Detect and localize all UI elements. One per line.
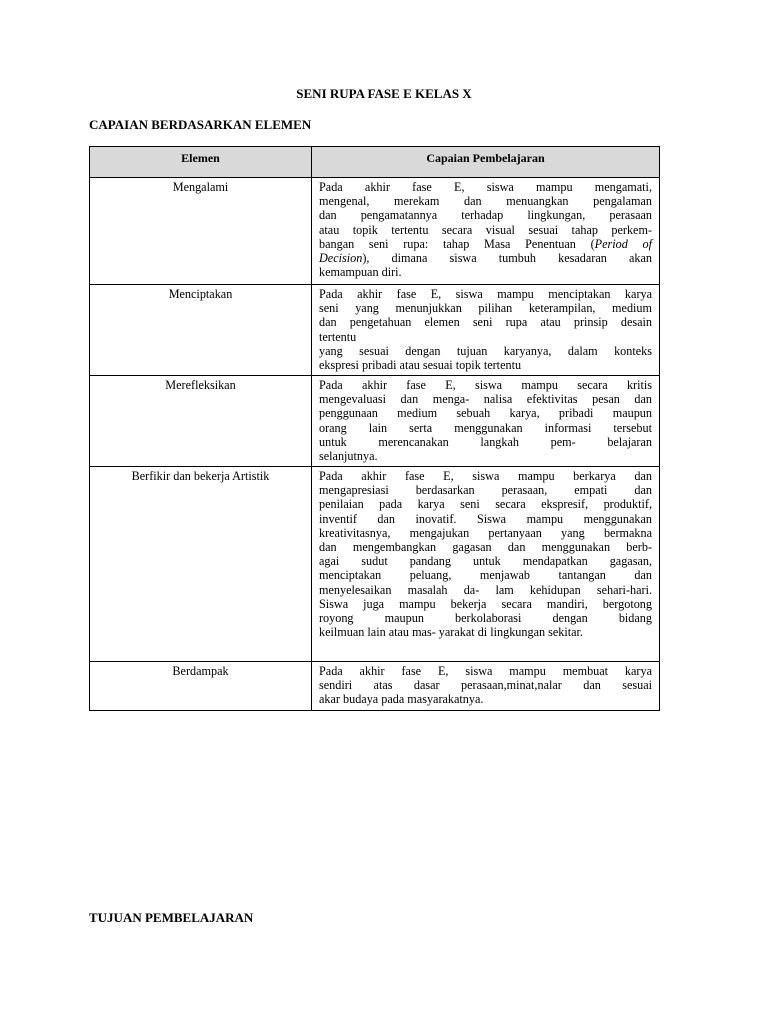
text-line: Pada akhir fase E, siswa mampu berkarya dan bbox=[319, 469, 652, 483]
italic-term: Period of bbox=[594, 236, 653, 251]
text-line: keilmuan lain atau mas- yarakat di lingkungan sekitar. bbox=[319, 625, 583, 640]
text-line: selanjutnya. bbox=[319, 449, 378, 464]
table-row bbox=[90, 662, 660, 711]
text-line: penilaian pada karya seni secara ekspresif, produktif, bbox=[319, 497, 652, 512]
capaian-cell bbox=[312, 178, 660, 285]
capaian-table bbox=[89, 146, 660, 711]
text-line: Pada akhir fase E, siswa mampu secara kritis bbox=[319, 378, 652, 392]
text-line: kemampuan diri. bbox=[319, 265, 402, 280]
text-line: orang lain serta menggunakan informasi tersebut bbox=[319, 420, 652, 435]
text-line: mengenal, merekam dan menuangkan pengalaman bbox=[319, 194, 652, 209]
capaian-cell bbox=[312, 285, 660, 376]
text-line: Pada akhir fase E, siswa mampu mengamati, bbox=[319, 180, 652, 194]
text-line: Siswa juga mampu bekerja secara mandiri, bergotong bbox=[319, 596, 652, 611]
text-segment: ), dimana siswa tumbuh kesadaran akan bbox=[362, 251, 652, 266]
text-line: penggunaan medium sebuah karya, pribadi maupun bbox=[319, 406, 652, 421]
text-line: agai sudut pandang untuk mendapatkan gagasan, bbox=[319, 554, 652, 569]
table-row bbox=[90, 376, 660, 467]
header-elemen: Elemen bbox=[90, 147, 312, 178]
text-line: royong maupun berkolaborasi dengan bidang bbox=[319, 611, 652, 626]
elemen-cell: Berfikir dan bekerja Artistik bbox=[90, 467, 312, 662]
text-line: dan pengamatannya terhadap lingkungan, perasaan bbox=[319, 208, 652, 223]
text-line: mengapresiasi berdasarkan perasaan, empati dan bbox=[319, 483, 652, 498]
elemen-cell: Berdampak bbox=[90, 662, 312, 711]
text-line: seni yang menunjukkan pilihan keterampilan, medium bbox=[319, 301, 652, 316]
text-line: kreativitasnya, mengajukan pertanyaan yang bermakna bbox=[319, 525, 652, 540]
capaian-cell bbox=[312, 467, 660, 662]
text-line: Pada akhir fase E, siswa mampu membuat karya bbox=[319, 664, 652, 678]
elemen-cell: Mengalami bbox=[90, 178, 312, 285]
text-line: menyelesaikan masalah da- lam kehidupan sehari-hari. bbox=[319, 582, 652, 597]
text-line: tertentu bbox=[319, 329, 357, 344]
text-line: dan mengembangkan gagasan dan menggunakan berb- bbox=[319, 540, 652, 555]
elemen-cell: Menciptakan bbox=[90, 285, 312, 376]
text-segment: bangan seni rupa: tahap Masa Penentuan ( bbox=[319, 236, 595, 251]
text-line: ekspresi pribadi atau sesuai topik tertentu bbox=[319, 358, 522, 373]
text-line: Pada akhir fase E, siswa mampu menciptakan karya bbox=[319, 287, 652, 301]
text-line: untuk merencanakan langkah pem- belajaran bbox=[319, 434, 652, 449]
text-line bbox=[319, 251, 652, 265]
text-line: sendiri atas dasar perasaan,minat,nalar dan sesuai bbox=[319, 678, 652, 693]
text-line: inventif dan inovatif. Siswa mampu menggunakan bbox=[319, 511, 652, 526]
table-header-row bbox=[90, 147, 660, 178]
document-title: SENI RUPA FASE E KELAS X bbox=[296, 86, 472, 101]
table-row bbox=[90, 467, 660, 662]
elemen-cell: Merefleksikan bbox=[90, 376, 312, 467]
text-line bbox=[319, 237, 652, 251]
capaian-cell bbox=[312, 662, 660, 711]
text-line: yang sesuai dengan tujuan karyanya, dalam konteks bbox=[319, 343, 652, 358]
section-heading-capaian: CAPAIAN BERDASARKAN ELEMEN bbox=[89, 117, 312, 132]
text-line: mengevaluasi dan menga- nalisa efektivitas pesan dan bbox=[319, 392, 652, 407]
header-capaian: Capaian Pembelajaran bbox=[312, 147, 660, 178]
text-line: akar budaya pada masyarakatnya. bbox=[319, 692, 484, 707]
text-line: dan pengetahuan elemen seni rupa atau prinsip desain bbox=[319, 315, 652, 330]
section-heading-tujuan: TUJUAN PEMBELAJARAN bbox=[89, 910, 254, 925]
text-line: menciptakan peluang, menjawab tantangan dan bbox=[319, 568, 652, 583]
capaian-cell bbox=[312, 376, 660, 467]
table-row bbox=[90, 178, 660, 285]
table-row bbox=[90, 285, 660, 376]
text-line: atau topik tertentu secara visual sesuai tahap perkem- bbox=[319, 222, 652, 237]
italic-term: Decision bbox=[319, 251, 363, 266]
